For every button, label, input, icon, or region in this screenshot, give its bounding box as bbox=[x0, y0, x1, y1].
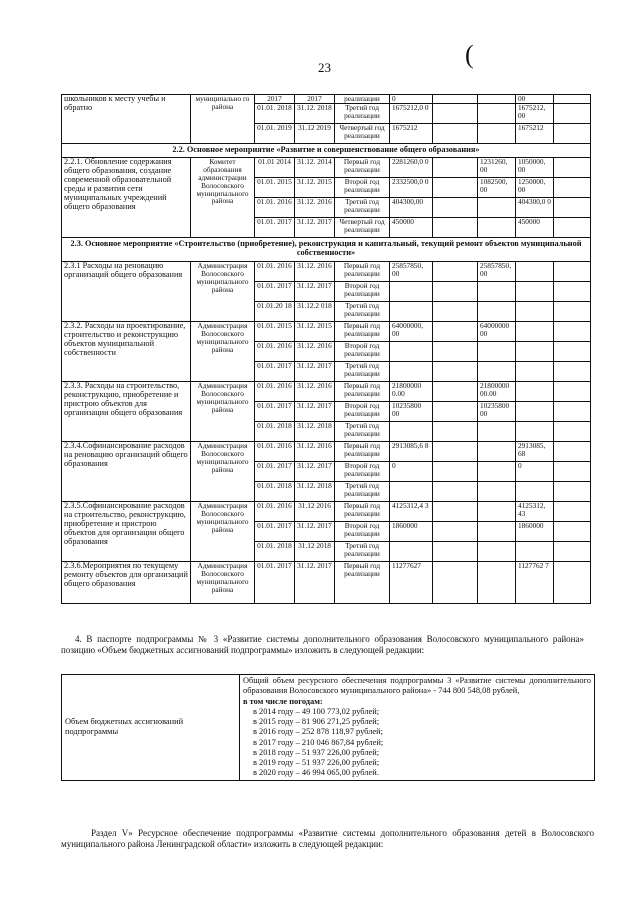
local-amount-cell bbox=[516, 302, 554, 322]
end-date-cell: 31.12. 2016 bbox=[295, 262, 335, 282]
total-amount-cell: 2913085,6 8 bbox=[390, 442, 433, 462]
passport-label: Объем бюджетных ассигнований подпрограммы bbox=[62, 675, 240, 781]
regional-amount-cell bbox=[478, 104, 516, 124]
period-cell: Первый год реализации bbox=[335, 262, 390, 282]
regional-amount-cell bbox=[478, 95, 516, 104]
regional-amount-cell: 64000000 00 bbox=[478, 322, 516, 342]
other-amount-cell bbox=[554, 342, 591, 362]
end-date-cell: 31.12. 2015 bbox=[295, 178, 335, 198]
local-amount-cell: 1250000, 00 bbox=[516, 178, 554, 198]
end-date-cell: 31.12. 2016 bbox=[295, 198, 335, 218]
other-amount-cell bbox=[554, 542, 591, 562]
regional-amount-cell: 1082500, 00 bbox=[478, 178, 516, 198]
period-cell: Четвертый год реализации bbox=[335, 218, 390, 238]
regional-amount-cell bbox=[478, 282, 516, 302]
total-amount-cell bbox=[390, 542, 433, 562]
regional-amount-cell bbox=[478, 362, 516, 382]
start-date-cell: 01.01. 2018 bbox=[255, 104, 295, 124]
table-row bbox=[62, 95, 591, 104]
program-table bbox=[61, 94, 591, 604]
end-date-cell: 31.12. 2017 bbox=[295, 562, 335, 604]
local-amount-cell bbox=[516, 282, 554, 302]
total-amount-cell: 64000000, 00 bbox=[390, 322, 433, 342]
local-amount-cell: 1675212 bbox=[516, 124, 554, 144]
end-date-cell: 31.12 2019 bbox=[295, 124, 335, 144]
total-amount-cell: 10235800 00 bbox=[390, 402, 433, 422]
activity-name-cell: 2.3.3. Расходы на строительство, реконструкцию, приобретение и пристрою объектов для организации общего образования bbox=[62, 382, 191, 442]
period-cell: Первый год реализации bbox=[335, 562, 390, 604]
paragraph-4: 4. В паспорте подпрограммы № 3 «Развитие системы дополнительного образования Волосовского муниципального района» позицию «Объем бюджетных ассигнований подпрограммы» изложить в следующей редакции: bbox=[61, 634, 584, 656]
activity-name-cell: 2.3.5.Софинансирование расходов на строительство, реконструкцию, приобретение и пристрою объектов для организации общего образования bbox=[62, 502, 191, 562]
federal-amount-cell bbox=[433, 522, 478, 542]
period-cell: Четвертый год реализации bbox=[335, 124, 390, 144]
regional-amount-cell bbox=[478, 422, 516, 442]
period-cell: Первый год реализации bbox=[335, 322, 390, 342]
table-row bbox=[62, 382, 591, 402]
other-amount-cell bbox=[554, 262, 591, 282]
period-cell: Третий год реализации bbox=[335, 362, 390, 382]
period-cell: Первый год реализации bbox=[335, 502, 390, 522]
total-amount-cell bbox=[390, 302, 433, 322]
start-date-cell: 01.01. 2016 bbox=[255, 342, 295, 362]
other-amount-cell bbox=[554, 562, 591, 604]
end-date-cell: 31.12. 2017 bbox=[295, 402, 335, 422]
period-cell: Первый год реализации bbox=[335, 382, 390, 402]
passport-year-line: в 2017 году – 210 046 867,84 рублей; bbox=[253, 737, 384, 747]
regional-amount-cell bbox=[478, 302, 516, 322]
period-cell: Первый год реализации bbox=[335, 442, 390, 462]
total-amount-cell: 11277627 bbox=[390, 562, 433, 604]
other-amount-cell bbox=[554, 322, 591, 342]
start-date-cell: 01.01. 2015 bbox=[255, 178, 295, 198]
regional-amount-cell: 25857850, 00 bbox=[478, 262, 516, 282]
start-date-cell: 01.01. 2015 bbox=[255, 322, 295, 342]
total-amount-cell: 404300,00 bbox=[390, 198, 433, 218]
end-date-cell: 31.12. 2017 bbox=[295, 462, 335, 482]
total-amount-cell: 450000 bbox=[390, 218, 433, 238]
passport-year-line: в 2014 году – 49 100 773,02 рублей; bbox=[253, 706, 380, 716]
local-amount-cell bbox=[516, 422, 554, 442]
end-date-cell: 31.12. 2018 bbox=[295, 482, 335, 502]
local-amount-cell bbox=[516, 482, 554, 502]
end-date-cell: 31.12. 2018 bbox=[295, 104, 335, 124]
local-amount-cell: 450000 bbox=[516, 218, 554, 238]
total-amount-cell: 21800000 0.00 bbox=[390, 382, 433, 402]
start-date-cell: 01.01. 2016 bbox=[255, 198, 295, 218]
start-date-cell: 01.01. 2017 bbox=[255, 462, 295, 482]
total-amount-cell: 0 bbox=[390, 95, 433, 104]
other-amount-cell bbox=[554, 502, 591, 522]
federal-amount-cell bbox=[433, 422, 478, 442]
period-cell: Второй год реализации bbox=[335, 342, 390, 362]
table-row bbox=[62, 502, 591, 522]
other-amount-cell bbox=[554, 362, 591, 382]
regional-amount-cell: 10235800 00 bbox=[478, 402, 516, 422]
local-amount-cell bbox=[516, 322, 554, 342]
executor-cell: Администрация Волосовского муниципального района bbox=[191, 382, 255, 442]
start-date-cell: 01.01 2014 bbox=[255, 158, 295, 178]
executor-cell: Администрация Волосовского муниципального района bbox=[191, 322, 255, 382]
period-cell: Третий год реализации bbox=[335, 302, 390, 322]
start-date-cell: 01.01. 2016 bbox=[255, 382, 295, 402]
section-title-row bbox=[62, 238, 591, 262]
local-amount-cell bbox=[516, 382, 554, 402]
activity-name-cell: школьников к месту учебы и обратно bbox=[62, 95, 191, 144]
passport-table bbox=[61, 674, 595, 781]
total-amount-cell: 1675212 bbox=[390, 124, 433, 144]
start-date-cell: 01.01. 2018 bbox=[255, 482, 295, 502]
federal-amount-cell bbox=[433, 342, 478, 362]
start-date-cell: 01.01. 2016 bbox=[255, 262, 295, 282]
total-amount-cell: 1860000 bbox=[390, 522, 433, 542]
passport-year-line: в 2020 году – 46 994 065,00 рублей. bbox=[253, 768, 379, 778]
table-row bbox=[62, 562, 591, 604]
end-date-cell: 31.12. 2014 bbox=[295, 158, 335, 178]
executor-cell: Администрация Волосовского муниципального района bbox=[191, 442, 255, 502]
end-date-cell: 31.12. 2017 bbox=[295, 522, 335, 542]
start-date-cell: 01.01. 2018 bbox=[255, 422, 295, 442]
federal-amount-cell bbox=[433, 198, 478, 218]
period-cell: Третий год реализации bbox=[335, 542, 390, 562]
regional-amount-cell bbox=[478, 442, 516, 462]
federal-amount-cell bbox=[433, 124, 478, 144]
regional-amount-cell bbox=[478, 462, 516, 482]
start-date-cell: 01.01. 2017 bbox=[255, 362, 295, 382]
end-date-cell: 31.12 2018 bbox=[295, 542, 335, 562]
other-amount-cell bbox=[554, 302, 591, 322]
local-amount-cell: 4125312, 43 bbox=[516, 502, 554, 522]
other-amount-cell bbox=[554, 95, 591, 104]
section-title: 2.3. Основное мероприятие «Строительство (приобретение), реконструкция и капитальный, текущий ремонт объектов муниципальной собственности» bbox=[62, 238, 591, 262]
other-amount-cell bbox=[554, 158, 591, 178]
total-amount-cell: 2332500,0 0 bbox=[390, 178, 433, 198]
passport-year-line: в 2018 году – 51 937 226,00 рублей; bbox=[253, 747, 380, 757]
period-cell: Третий год реализации bbox=[335, 104, 390, 124]
other-amount-cell bbox=[554, 104, 591, 124]
total-amount-cell: 1675212,0 0 bbox=[390, 104, 433, 124]
local-amount-cell bbox=[516, 362, 554, 382]
local-amount-cell: 1050000, 00 bbox=[516, 158, 554, 178]
federal-amount-cell bbox=[433, 322, 478, 342]
federal-amount-cell bbox=[433, 402, 478, 422]
regional-amount-cell bbox=[478, 522, 516, 542]
page-number: 23 bbox=[318, 60, 331, 75]
executor-cell: Администрация Волосовского муниципального района bbox=[191, 562, 255, 604]
table-row bbox=[62, 158, 591, 178]
regional-amount-cell bbox=[478, 542, 516, 562]
total-amount-cell: 2281260,0 0 bbox=[390, 158, 433, 178]
activity-name-cell: 2.3.4.Софинансирование расходов на реновацию организаций общего образования bbox=[62, 442, 191, 502]
local-amount-cell: 00 bbox=[516, 95, 554, 104]
federal-amount-cell bbox=[433, 442, 478, 462]
period-cell: Третий год реализации bbox=[335, 422, 390, 442]
passport-year-line: в 2019 году – 51 937 226,00 рублей; bbox=[253, 758, 380, 767]
table-row bbox=[62, 442, 591, 462]
local-amount-cell bbox=[516, 542, 554, 562]
other-amount-cell bbox=[554, 422, 591, 442]
local-amount-cell: 1675212, 00 bbox=[516, 104, 554, 124]
passport-subtitle: в том числе погодам: bbox=[243, 696, 323, 706]
other-amount-cell bbox=[554, 482, 591, 502]
start-date-cell: 01.01. 2019 bbox=[255, 124, 295, 144]
period-cell: Второй год реализации bbox=[335, 178, 390, 198]
total-amount-cell bbox=[390, 342, 433, 362]
end-date-cell: 31.12. 2015 bbox=[295, 322, 335, 342]
total-amount-cell bbox=[390, 422, 433, 442]
period-cell: Первый год реализации bbox=[335, 158, 390, 178]
total-amount-cell: 25857850, 00 bbox=[390, 262, 433, 282]
federal-amount-cell bbox=[433, 262, 478, 282]
other-amount-cell bbox=[554, 382, 591, 402]
activity-name-cell: 2.3.6.Мероприятия по текущему ремонту объектов для организаций общего образования bbox=[62, 562, 191, 604]
passport-year-line: в 2015 году – 81 906 271,25 рублей; bbox=[253, 717, 380, 726]
regional-amount-cell bbox=[478, 342, 516, 362]
federal-amount-cell bbox=[433, 158, 478, 178]
regional-amount-cell bbox=[478, 562, 516, 604]
federal-amount-cell bbox=[433, 218, 478, 238]
end-date-cell: 31.12. 2016 bbox=[295, 382, 335, 402]
start-date-cell: 01.01. 2017 bbox=[255, 562, 295, 604]
local-amount-cell: 2913085, 68 bbox=[516, 442, 554, 462]
activity-name-cell: 2.2.1. Обновление содержания общего образования, создание современной образовательной среды и развития сети муниципальных учреждений общего образования bbox=[62, 158, 191, 238]
other-amount-cell bbox=[554, 218, 591, 238]
federal-amount-cell bbox=[433, 282, 478, 302]
federal-amount-cell bbox=[433, 178, 478, 198]
start-date-cell: 01.01. 2018 bbox=[255, 542, 295, 562]
end-date-cell: 31.12. 2018 bbox=[295, 422, 335, 442]
paragraph-section-v: Раздел V» Ресурсное обеспечение подпрограммы «Развитие системы дополнительного образования детей в Волосовского муниципального района Ленинградской области» изложить в следующей редакции: bbox=[61, 828, 594, 850]
passport-value bbox=[240, 675, 595, 781]
other-amount-cell bbox=[554, 402, 591, 422]
end-date-cell: 31.12. 2017 bbox=[295, 282, 335, 302]
passport-year-line: в 2016 году – 252 878 118,97 рублей; bbox=[253, 727, 383, 737]
federal-amount-cell bbox=[433, 382, 478, 402]
table-row bbox=[62, 262, 591, 282]
period-cell: реализации bbox=[335, 95, 390, 104]
local-amount-cell bbox=[516, 342, 554, 362]
local-amount-cell: 0 bbox=[516, 462, 554, 482]
regional-amount-cell bbox=[478, 218, 516, 238]
federal-amount-cell bbox=[433, 502, 478, 522]
other-amount-cell bbox=[554, 462, 591, 482]
period-cell: Третий год реализации bbox=[335, 198, 390, 218]
other-amount-cell bbox=[554, 124, 591, 144]
handwritten-mark: ( bbox=[465, 40, 474, 69]
start-date-cell: 01.01. 2017 bbox=[255, 522, 295, 542]
federal-amount-cell bbox=[433, 302, 478, 322]
period-cell: Второй год реализации bbox=[335, 462, 390, 482]
start-date-cell: 2017 bbox=[255, 95, 295, 104]
period-cell: Второй год реализации bbox=[335, 402, 390, 422]
end-date-cell: 31.12 2016 bbox=[295, 502, 335, 522]
local-amount-cell bbox=[516, 262, 554, 282]
federal-amount-cell bbox=[433, 482, 478, 502]
end-date-cell: 31.12. 2017 bbox=[295, 362, 335, 382]
regional-amount-cell: 1231260, 00 bbox=[478, 158, 516, 178]
section-title: 2.2. Основное мероприятие «Развитие и совершенствование общего образования» bbox=[62, 144, 591, 158]
regional-amount-cell bbox=[478, 502, 516, 522]
executor-cell: Администрация Волосовского муниципального района bbox=[191, 262, 255, 322]
executor-cell: Администрация Волосовского муниципального района bbox=[191, 502, 255, 562]
total-amount-cell bbox=[390, 362, 433, 382]
start-date-cell: 01.01. 2016 bbox=[255, 442, 295, 462]
federal-amount-cell bbox=[433, 104, 478, 124]
activity-name-cell: 2.3.2. Расходы на проектирование, строительство и реконструкцию объектов муниципальной собственности bbox=[62, 322, 191, 382]
other-amount-cell bbox=[554, 198, 591, 218]
federal-amount-cell bbox=[433, 95, 478, 104]
local-amount-cell: 1860000 bbox=[516, 522, 554, 542]
start-date-cell: 01.01. 2017 bbox=[255, 402, 295, 422]
total-amount-cell bbox=[390, 282, 433, 302]
other-amount-cell bbox=[554, 282, 591, 302]
end-date-cell: 31.12. 2016 bbox=[295, 342, 335, 362]
start-date-cell: 01.01.20 18 bbox=[255, 302, 295, 322]
total-amount-cell: 4125312,4 3 bbox=[390, 502, 433, 522]
end-date-cell: 31.12. 2016 bbox=[295, 442, 335, 462]
other-amount-cell bbox=[554, 178, 591, 198]
passport-summary: Общий объем ресурсного обеспечения подпрограммы 3 «Развитие системы дополнительного образования Волосовского муниципального района» - 744 800 548,08 рублей, bbox=[243, 676, 591, 696]
executor-cell: Комитет образования администрации Волосовского муниципального района bbox=[191, 158, 255, 238]
end-date-cell: 31.12. 2017 bbox=[295, 218, 335, 238]
regional-amount-cell bbox=[478, 482, 516, 502]
federal-amount-cell bbox=[433, 462, 478, 482]
regional-amount-cell: 21800000 00.00 bbox=[478, 382, 516, 402]
regional-amount-cell bbox=[478, 124, 516, 144]
start-date-cell: 01.01. 2017 bbox=[255, 282, 295, 302]
federal-amount-cell bbox=[433, 542, 478, 562]
executor-cell: муниципально го района bbox=[191, 95, 255, 144]
other-amount-cell bbox=[554, 522, 591, 542]
section-title-row bbox=[62, 144, 591, 158]
total-amount-cell bbox=[390, 482, 433, 502]
local-amount-cell: 1127762 7 bbox=[516, 562, 554, 604]
period-cell: Второй год реализации bbox=[335, 282, 390, 302]
local-amount-cell bbox=[516, 402, 554, 422]
start-date-cell: 01.01. 2017 bbox=[255, 218, 295, 238]
federal-amount-cell bbox=[433, 562, 478, 604]
passport-lines bbox=[243, 707, 591, 779]
other-amount-cell bbox=[554, 442, 591, 462]
table-row bbox=[62, 322, 591, 342]
end-date-cell: 2017 bbox=[295, 95, 335, 104]
federal-amount-cell bbox=[433, 362, 478, 382]
end-date-cell: 31.12.2 018 bbox=[295, 302, 335, 322]
period-cell: Второй год реализации bbox=[335, 522, 390, 542]
start-date-cell: 01.01. 2016 bbox=[255, 502, 295, 522]
period-cell: Третий год реализации bbox=[335, 482, 390, 502]
activity-name-cell: 2.3.1 Расходы на реновацию организаций общего образования bbox=[62, 262, 191, 322]
total-amount-cell: 0 bbox=[390, 462, 433, 482]
local-amount-cell: 404300,0 0 bbox=[516, 198, 554, 218]
regional-amount-cell bbox=[478, 198, 516, 218]
